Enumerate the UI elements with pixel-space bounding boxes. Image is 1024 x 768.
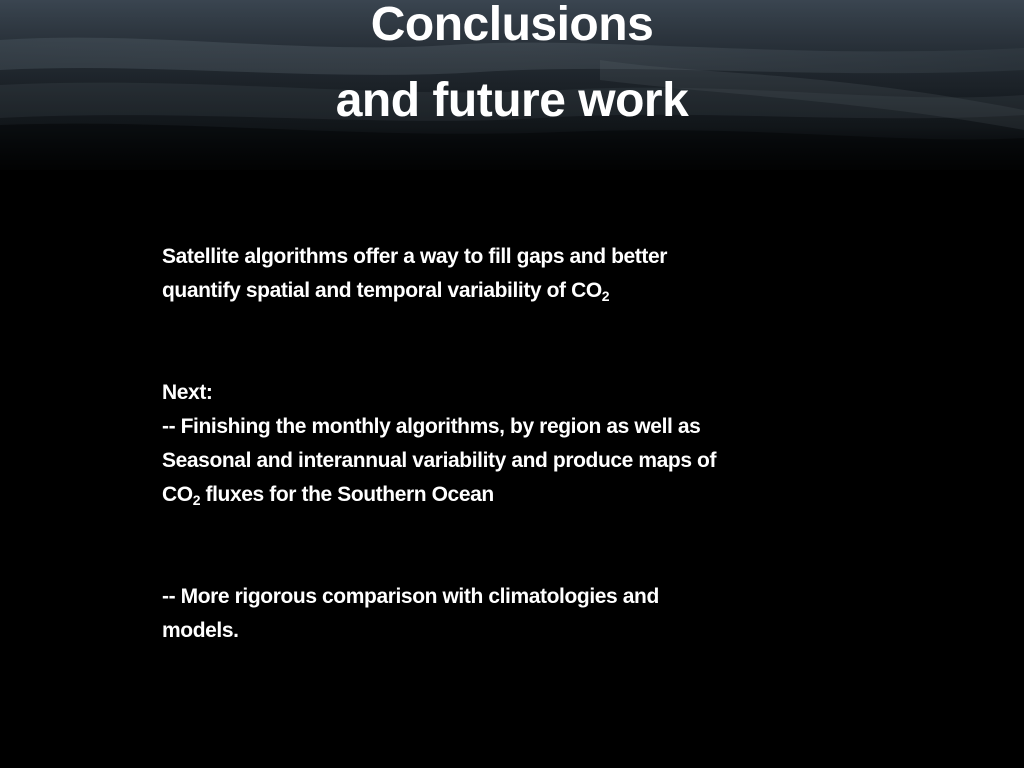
title-line-1: Conclusions: [370, 0, 654, 51]
next-item-2: [162, 580, 862, 648]
slide-title: [0, 0, 1024, 170]
slide-body: [162, 240, 862, 648]
next-item-1-line-2: Seasonal and interannual variability and produce maps of: [162, 449, 717, 472]
next-heading: Next:: [162, 381, 213, 404]
conclusion-line-2: quantify spatial and temporal variability of CO: [162, 279, 602, 302]
co2-subscript: 2: [601, 288, 610, 304]
next-item-2-line-1: -- More rigorous comparison with climatologies and: [162, 585, 659, 608]
next-item-1-line-3-suffix: fluxes for the Southern Ocean: [200, 483, 494, 506]
next-section: [162, 376, 862, 512]
next-item-1-line-3-prefix: CO: [162, 483, 193, 506]
next-item-2-line-2: models.: [162, 619, 239, 642]
title-line-2: and future work: [335, 74, 689, 127]
conclusion-line-1: Satellite algorithms offer a way to fill gaps and better: [162, 245, 668, 268]
ocean-header-image: [0, 0, 1024, 170]
next-item-1-line-1: -- Finishing the monthly algorithms, by region as well as: [162, 415, 701, 438]
co2-subscript: 2: [192, 492, 201, 508]
conclusion-paragraph: [162, 240, 862, 308]
